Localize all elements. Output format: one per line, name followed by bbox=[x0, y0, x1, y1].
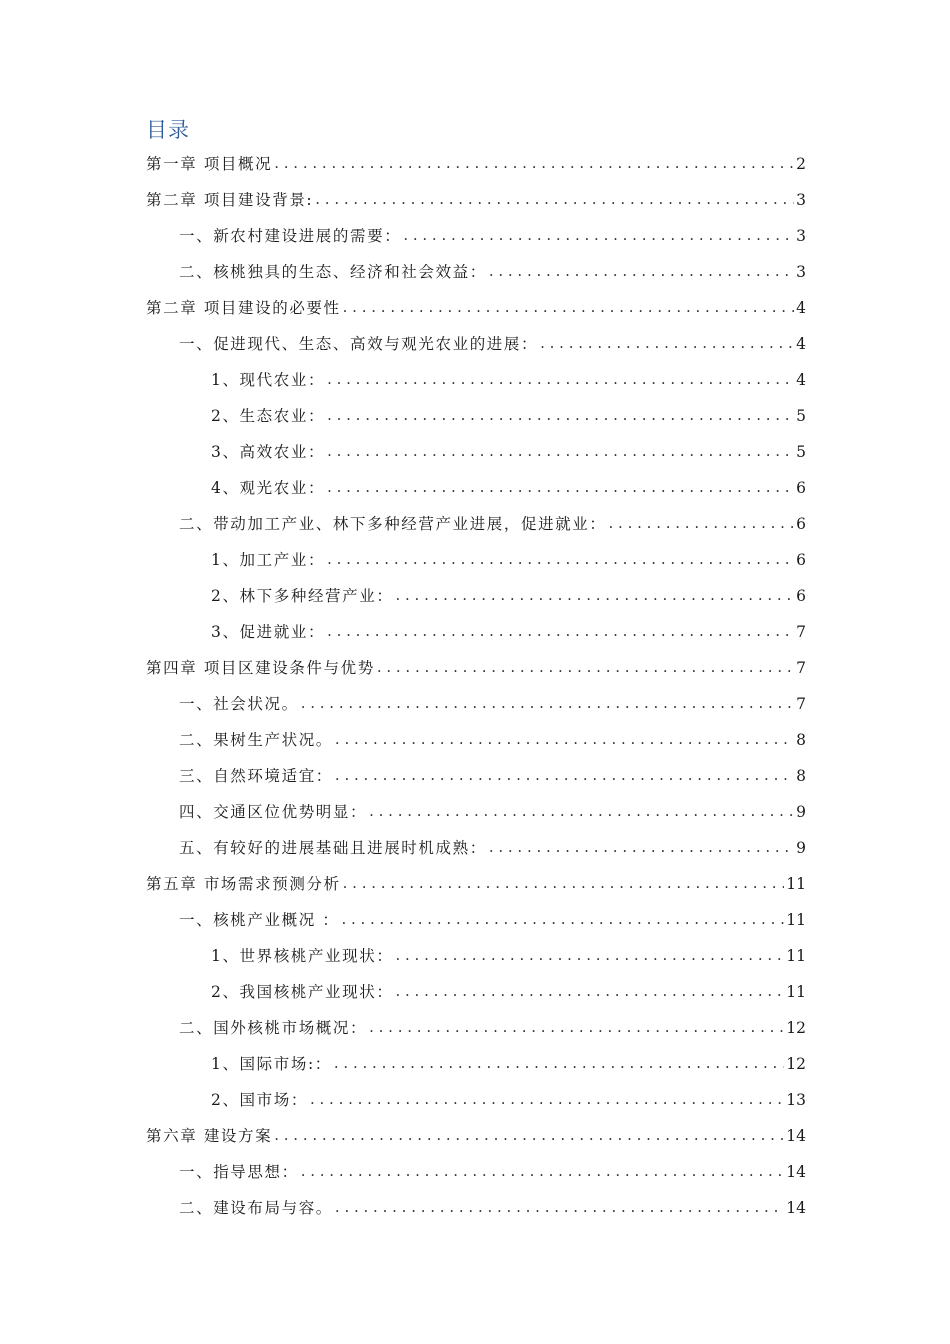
toc-entry-page-number: 3 bbox=[796, 227, 806, 245]
toc-entry-text: 2、生态农业： bbox=[211, 407, 326, 425]
toc-entry[interactable] bbox=[146, 1160, 806, 1196]
toc-entry[interactable] bbox=[146, 224, 806, 260]
toc-entry[interactable] bbox=[146, 764, 806, 800]
toc-entry-text: 4、观光农业： bbox=[211, 479, 326, 497]
toc-dot-leader bbox=[334, 1054, 784, 1070]
toc-entry-page-number: 11 bbox=[786, 983, 806, 1001]
toc-entry-text: 2、林下多种经营产业： bbox=[211, 587, 394, 605]
toc-entry[interactable] bbox=[146, 944, 806, 980]
toc-entry[interactable] bbox=[146, 584, 806, 620]
toc-dot-leader bbox=[274, 1126, 784, 1142]
toc-entry-text: 二、建设布局与容。 bbox=[179, 1199, 333, 1217]
toc-entry-page-number: 5 bbox=[796, 407, 806, 425]
toc-entry-text: 一、核桃产业概况 ： bbox=[179, 911, 340, 929]
toc-dot-leader bbox=[274, 154, 794, 170]
toc-dot-leader bbox=[377, 658, 794, 674]
toc-entry[interactable] bbox=[146, 800, 806, 836]
toc-entry-page-number: 6 bbox=[796, 551, 806, 569]
toc-entry-page-number: 6 bbox=[796, 515, 806, 533]
toc-entry-page-number: 9 bbox=[796, 839, 806, 857]
toc-entry-page-number: 7 bbox=[796, 659, 806, 677]
toc-entry-text: 第六章 建设方案 bbox=[146, 1127, 273, 1145]
toc-entry[interactable] bbox=[146, 260, 806, 296]
toc-dot-leader bbox=[395, 982, 784, 998]
toc-entry[interactable] bbox=[146, 368, 806, 404]
toc-dot-leader bbox=[341, 910, 784, 926]
toc-entry-text: 一、新农村建设进展的需要： bbox=[179, 227, 402, 245]
toc-entry-text: 一、指导思想： bbox=[179, 1163, 299, 1181]
toc-entry-text: 1、国际市场:： bbox=[211, 1055, 332, 1073]
toc-entry-page-number: 7 bbox=[796, 623, 806, 641]
toc-entry-text: 第二章 项目建设背景: bbox=[146, 191, 314, 209]
toc-entry[interactable] bbox=[146, 152, 806, 188]
toc-entry[interactable] bbox=[146, 332, 806, 368]
toc-title: 目录 bbox=[146, 118, 190, 142]
toc-dot-leader bbox=[403, 226, 794, 242]
toc-dot-leader bbox=[369, 802, 794, 818]
toc-entry[interactable] bbox=[146, 908, 806, 944]
toc-entry-page-number: 5 bbox=[796, 443, 806, 461]
toc-entry-page-number: 4 bbox=[796, 299, 806, 317]
toc-dot-leader bbox=[335, 766, 794, 782]
toc-entry[interactable] bbox=[146, 512, 806, 548]
toc-entry-page-number: 4 bbox=[796, 335, 806, 353]
toc-entry-page-number: 8 bbox=[796, 767, 806, 785]
toc-entry-page-number: 11 bbox=[786, 947, 806, 965]
toc-entry[interactable] bbox=[146, 620, 806, 656]
toc-dot-leader bbox=[343, 298, 794, 314]
toc-entry-text: 五、有较好的进展基础且进展时机成熟： bbox=[179, 839, 487, 857]
toc-dot-leader bbox=[343, 874, 785, 890]
toc-dot-leader bbox=[310, 1090, 784, 1106]
toc-dot-leader bbox=[395, 586, 794, 602]
toc-entry[interactable] bbox=[146, 188, 806, 224]
toc-entry-text: 第五章 市场需求预测分析 bbox=[146, 875, 341, 893]
toc-dot-leader bbox=[335, 730, 794, 746]
toc-entry-text: 1、现代农业： bbox=[211, 371, 326, 389]
toc-dot-leader bbox=[327, 622, 794, 638]
toc-entry-text: 一、促进现代、生态、高效与观光农业的进展： bbox=[179, 335, 539, 353]
toc-dot-leader bbox=[327, 550, 794, 566]
toc-entry-page-number: 11 bbox=[786, 875, 806, 893]
toc-entry-page-number: 2 bbox=[796, 155, 806, 173]
toc-entry-page-number: 9 bbox=[796, 803, 806, 821]
toc-entry-text: 四、交通区位优势明显： bbox=[179, 803, 368, 821]
toc-entry-text: 第四章 项目区建设条件与优势 bbox=[146, 659, 375, 677]
toc-entry[interactable] bbox=[146, 476, 806, 512]
toc-entry[interactable] bbox=[146, 548, 806, 584]
toc-dot-leader bbox=[327, 442, 794, 458]
toc-dot-leader bbox=[540, 334, 794, 350]
toc-entry-page-number: 4 bbox=[796, 371, 806, 389]
toc-entry-page-number: 11 bbox=[786, 911, 806, 929]
toc-dot-leader bbox=[489, 262, 794, 278]
toc-entry-page-number: 6 bbox=[796, 479, 806, 497]
toc-dot-leader bbox=[395, 946, 784, 962]
toc-list bbox=[146, 152, 806, 1232]
toc-entry[interactable] bbox=[146, 980, 806, 1016]
toc-entry[interactable] bbox=[146, 440, 806, 476]
toc-entry-page-number: 12 bbox=[786, 1055, 806, 1073]
toc-entry[interactable] bbox=[146, 1052, 806, 1088]
toc-entry-text: 二、带动加工产业、林下多种经营产业进展，促进就业： bbox=[179, 515, 607, 533]
toc-entry-page-number: 3 bbox=[796, 263, 806, 281]
toc-entry[interactable] bbox=[146, 1088, 806, 1124]
toc-entry-text: 第二章 项目建设的必要性 bbox=[146, 299, 341, 317]
toc-entry[interactable] bbox=[146, 1196, 806, 1232]
toc-entry-page-number: 13 bbox=[786, 1091, 806, 1109]
toc-entry-text: 第一章 项目概况 bbox=[146, 155, 273, 173]
toc-entry-page-number: 12 bbox=[786, 1019, 806, 1037]
toc-entry[interactable] bbox=[146, 692, 806, 728]
toc-entry[interactable] bbox=[146, 1016, 806, 1052]
toc-entry-page-number: 7 bbox=[796, 695, 806, 713]
toc-entry-page-number: 14 bbox=[786, 1163, 806, 1181]
toc-entry-text: 二、国外核桃市场概况： bbox=[179, 1019, 368, 1037]
toc-dot-leader bbox=[369, 1018, 784, 1034]
toc-entry[interactable] bbox=[146, 656, 806, 692]
toc-dot-leader bbox=[609, 514, 795, 530]
toc-entry-page-number: 14 bbox=[786, 1199, 806, 1217]
toc-dot-leader bbox=[315, 190, 794, 206]
toc-entry-text: 2、国市场： bbox=[211, 1091, 308, 1109]
toc-dot-leader bbox=[335, 1198, 784, 1214]
toc-entry[interactable] bbox=[146, 296, 806, 332]
toc-entry[interactable] bbox=[146, 404, 806, 440]
toc-entry-page-number: 3 bbox=[796, 191, 806, 209]
toc-entry-text: 1、加工产业： bbox=[211, 551, 326, 569]
toc-entry-text: 三、自然环境适宜： bbox=[179, 767, 333, 785]
toc-dot-leader bbox=[327, 478, 794, 494]
toc-entry[interactable] bbox=[146, 836, 806, 872]
toc-entry-text: 3、高效农业： bbox=[211, 443, 326, 461]
toc-entry-text: 一、社会状况。 bbox=[179, 695, 299, 713]
toc-dot-leader bbox=[301, 694, 794, 710]
toc-entry-page-number: 6 bbox=[796, 587, 806, 605]
toc-entry-text: 3、促进就业： bbox=[211, 623, 326, 641]
toc-entry-text: 二、果树生产状况。 bbox=[179, 731, 333, 749]
toc-entry[interactable] bbox=[146, 728, 806, 764]
toc-entry-page-number: 14 bbox=[786, 1127, 806, 1145]
toc-entry[interactable] bbox=[146, 872, 806, 908]
toc-entry-text: 1、世界核桃产业现状： bbox=[211, 947, 394, 965]
toc-entry-page-number: 8 bbox=[796, 731, 806, 749]
toc-entry[interactable] bbox=[146, 1124, 806, 1160]
toc-entry-text: 2、我国核桃产业现状： bbox=[211, 983, 394, 1001]
toc-dot-leader bbox=[327, 406, 794, 422]
toc-dot-leader bbox=[327, 370, 794, 386]
toc-entry-text: 二、核桃独具的生态、经济和社会效益： bbox=[179, 263, 487, 281]
toc-dot-leader bbox=[489, 838, 794, 854]
toc-dot-leader bbox=[301, 1162, 785, 1178]
